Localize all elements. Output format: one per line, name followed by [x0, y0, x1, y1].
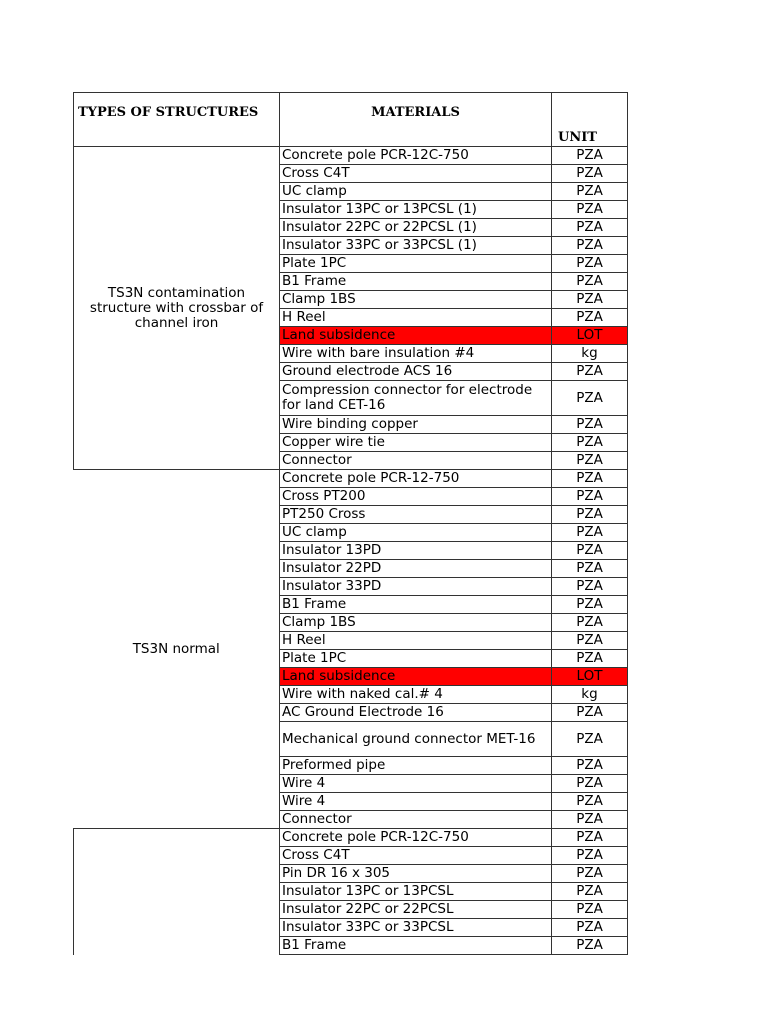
- unit-cell: PZA: [552, 847, 628, 865]
- material-cell: Copper wire tie: [280, 434, 552, 452]
- material-cell: Concrete pole PCR-12C-750: [280, 829, 552, 847]
- material-cell: Cross PT200: [280, 488, 552, 506]
- structure-type-cell: [74, 829, 280, 955]
- material-cell: Plate 1PC: [280, 650, 552, 668]
- unit-cell: PZA: [552, 632, 628, 650]
- material-cell: Plate 1PC: [280, 255, 552, 273]
- material-cell: Insulator 13PC or 13PCSL (1): [280, 201, 552, 219]
- material-cell: B1 Frame: [280, 273, 552, 291]
- unit-cell: PZA: [552, 614, 628, 632]
- unit-cell: PZA: [552, 452, 628, 470]
- unit-cell: PZA: [552, 363, 628, 381]
- material-cell: H Reel: [280, 309, 552, 327]
- unit-cell: PZA: [552, 219, 628, 237]
- structure-type-cell: TS3N normal: [74, 470, 280, 829]
- material-cell: Insulator 22PD: [280, 560, 552, 578]
- unit-cell: PZA: [552, 919, 628, 937]
- material-cell: Cross C4T: [280, 165, 552, 183]
- unit-cell: PZA: [552, 255, 628, 273]
- unit-cell: PZA: [552, 811, 628, 829]
- header-row: [74, 93, 628, 147]
- unit-cell: PZA: [552, 722, 628, 757]
- material-cell: UC clamp: [280, 524, 552, 542]
- material-cell: Clamp 1BS: [280, 614, 552, 632]
- unit-cell: PZA: [552, 506, 628, 524]
- unit-cell: PZA: [552, 488, 628, 506]
- table-row: [74, 147, 628, 165]
- materials-table: [73, 92, 628, 955]
- unit-cell: PZA: [552, 757, 628, 775]
- unit-cell: PZA: [552, 434, 628, 452]
- unit-cell: PZA: [552, 416, 628, 434]
- unit-cell: PZA: [552, 578, 628, 596]
- material-cell: Insulator 33PD: [280, 578, 552, 596]
- unit-cell: kg: [552, 686, 628, 704]
- material-cell: B1 Frame: [280, 596, 552, 614]
- material-cell: Preformed pipe: [280, 757, 552, 775]
- material-cell: Wire 4: [280, 775, 552, 793]
- material-cell: Ground electrode ACS 16: [280, 363, 552, 381]
- unit-cell: PZA: [552, 201, 628, 219]
- material-cell: Connector: [280, 811, 552, 829]
- material-cell: Clamp 1BS: [280, 291, 552, 309]
- material-cell: Insulator 22PC or 22PCSL: [280, 901, 552, 919]
- material-cell: UC clamp: [280, 183, 552, 201]
- structure-type-cell: TS3N contamination structure with crossbar of channel iron: [74, 147, 280, 470]
- unit-cell: PZA: [552, 560, 628, 578]
- header-types-of-structures: TYPES OF STRUCTURES: [74, 93, 280, 147]
- unit-cell: PZA: [552, 470, 628, 488]
- material-cell: Land subsidence: [280, 668, 552, 686]
- material-cell: Wire binding copper: [280, 416, 552, 434]
- material-cell: Connector: [280, 452, 552, 470]
- material-cell: Compression connector for electrode for land CET-16: [280, 381, 552, 416]
- material-cell: Wire with naked cal.# 4: [280, 686, 552, 704]
- unit-cell: LOT: [552, 668, 628, 686]
- unit-cell: PZA: [552, 273, 628, 291]
- unit-cell: PZA: [552, 381, 628, 416]
- material-cell: Concrete pole PCR-12-750: [280, 470, 552, 488]
- material-cell: Concrete pole PCR-12C-750: [280, 147, 552, 165]
- unit-cell: PZA: [552, 183, 628, 201]
- unit-cell: PZA: [552, 596, 628, 614]
- unit-cell: kg: [552, 345, 628, 363]
- unit-cell: LOT: [552, 327, 628, 345]
- material-cell: Insulator 13PD: [280, 542, 552, 560]
- unit-cell: PZA: [552, 829, 628, 847]
- material-cell: Insulator 22PC or 22PCSL (1): [280, 219, 552, 237]
- material-cell: B1 Frame: [280, 937, 552, 955]
- unit-cell: PZA: [552, 291, 628, 309]
- table-row: [74, 470, 628, 488]
- unit-cell: PZA: [552, 524, 628, 542]
- material-cell: Insulator 33PC or 33PCSL: [280, 919, 552, 937]
- unit-cell: PZA: [552, 901, 628, 919]
- unit-cell: PZA: [552, 650, 628, 668]
- table-body: [74, 147, 628, 955]
- unit-cell: PZA: [552, 309, 628, 327]
- material-cell: PT250 Cross: [280, 506, 552, 524]
- unit-cell: PZA: [552, 883, 628, 901]
- unit-cell: PZA: [552, 542, 628, 560]
- material-cell: H Reel: [280, 632, 552, 650]
- unit-cell: PZA: [552, 937, 628, 955]
- material-cell: Pin DR 16 x 305: [280, 865, 552, 883]
- unit-cell: PZA: [552, 775, 628, 793]
- material-cell: Wire 4: [280, 793, 552, 811]
- material-cell: AC Ground Electrode 16: [280, 704, 552, 722]
- unit-cell: PZA: [552, 147, 628, 165]
- unit-cell: PZA: [552, 704, 628, 722]
- table-row: [74, 829, 628, 847]
- header-materials: MATERIALS: [280, 93, 552, 147]
- unit-cell: PZA: [552, 165, 628, 183]
- unit-cell: PZA: [552, 793, 628, 811]
- unit-cell: PZA: [552, 237, 628, 255]
- material-cell: Insulator 33PC or 33PCSL (1): [280, 237, 552, 255]
- material-cell: Mechanical ground connector MET-16: [280, 722, 552, 757]
- unit-cell: PZA: [552, 865, 628, 883]
- material-cell: Insulator 13PC or 13PCSL: [280, 883, 552, 901]
- material-cell: Land subsidence: [280, 327, 552, 345]
- material-cell: Cross C4T: [280, 847, 552, 865]
- header-unit: UNIT: [552, 93, 628, 147]
- material-cell: Wire with bare insulation #4: [280, 345, 552, 363]
